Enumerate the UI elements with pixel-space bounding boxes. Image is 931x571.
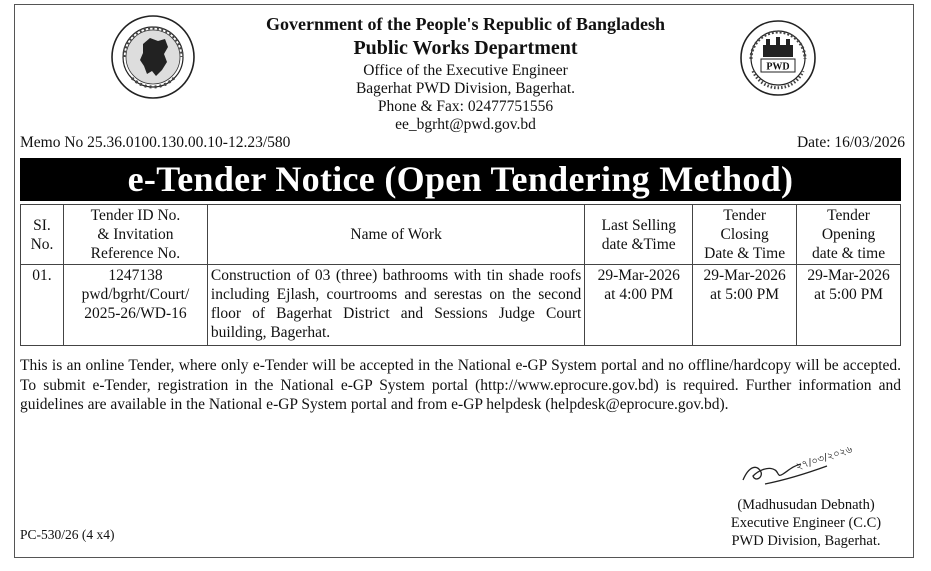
header-opening: Tender Opening date & time — [797, 205, 901, 265]
phone-fax-line: Phone & Fax: 02477751556 — [377, 98, 554, 115]
cell-name-of-work: Construction of 03 (three) bathrooms with tin shade roofs including Ejlash, courtrooms and serestas on the second floor of Bagerhat District and Sessions Judge Court building, Bagerhat. — [207, 265, 584, 346]
header-tender-id: Tender ID No. & Invitation Reference No. — [63, 205, 207, 265]
cell-closing: 29-Mar-2026 at 5:00 PM — [693, 265, 797, 346]
notice-banner: e-Tender Notice (Open Tendering Method) — [20, 158, 901, 201]
office-line: Bagerhat PWD Division, Bagerhat. — [355, 80, 576, 97]
header-last-selling: Last Selling date &Time — [585, 205, 693, 265]
header-name-of-work: Name of Work — [207, 205, 584, 265]
header-sl: SI. No. — [21, 205, 64, 265]
notice-paragraph: This is an online Tender, where only e-Tender will be accepted in the National e-GP System portal and no offline/hardcopy will be accepted. To submit e-Tender, registration in the National e-GP System portal (http://www.eprocure.gov.bd) is required. Further information and guidelines are available in the National e-GP System portal and from e-GP helpdesk (helpdesk@eprocure.gov.bd). — [20, 357, 901, 413]
cell-tender-id: 1247138 pwd/bgrht/Court/ 2025-26/WD-16 — [63, 265, 207, 346]
signature-block — [706, 496, 906, 550]
cell-last-selling: 29-Mar-2026 at 4:00 PM — [585, 265, 693, 346]
signatory-title: Executive Engineer (C.C) — [730, 515, 882, 531]
department-heading: Public Works Department — [353, 37, 578, 59]
table-row — [21, 265, 901, 346]
pwd-seal-text: PWD — [766, 61, 790, 73]
signatory-name: (Madhusudan Debnath) — [737, 497, 875, 513]
tender-table — [20, 204, 901, 346]
header-closing: Tender Closing Date & Time — [693, 205, 797, 265]
signatory-division: PWD Division, Bagerhat. — [731, 533, 881, 549]
memo-number: Memo No 25.36.0100.130.00.10-12.23/580 — [20, 134, 291, 151]
handwritten-signature — [735, 436, 865, 494]
table-header-row — [21, 205, 901, 265]
footer-code: PC-530/26 (4 x4) — [20, 527, 115, 542]
svg-text:২৭/০৩/২০২৬: ২৭/০৩/২০২৬ — [794, 444, 854, 473]
government-heading: Government of the People's Republic of Bangladesh — [266, 14, 665, 34]
email-line: ee_bgrht@pwd.gov.bd — [395, 116, 536, 133]
cell-opening: 29-Mar-2026 at 5:00 PM — [797, 265, 901, 346]
memo-date: Date: 16/03/2026 — [796, 134, 905, 151]
office-line: Office of the Executive Engineer — [363, 62, 568, 79]
cell-sl: 01. — [21, 265, 64, 346]
